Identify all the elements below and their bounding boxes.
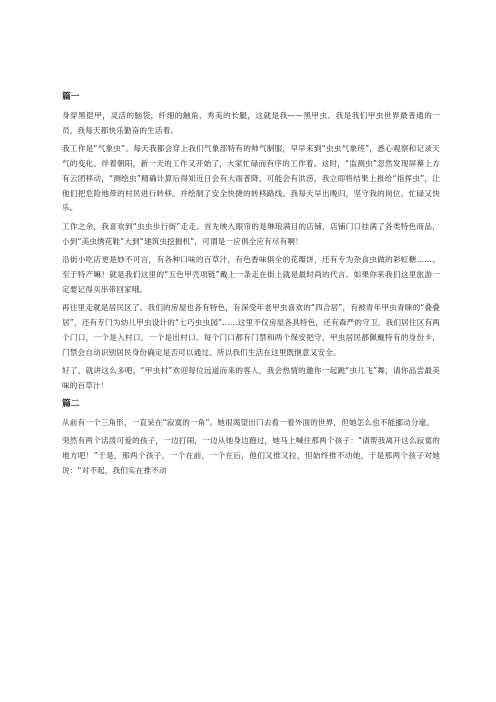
section-title: 篇一: [62, 92, 80, 102]
paragraph: 突然有两个活泼可爱的孩子，一边打闹，一边从她身边跑过，她马上喊住那两个孩子：“请帮我离开这么寂寞的地方吧！”于是，那两个孩子，一个在前，一个在后，他们又推又拉，但始终推不动她，于是那两个孩子对她说：“对不起，我们实在推不动: [62, 436, 440, 475]
paragraph: 再往里走就是居民区了。我们的房屋也各有特色，有深受年老甲虫喜欢的“四合居”，有被青年甲虫青睐的“叠叠居”，还有专门为幼儿甲虫设计的“七巧虫虫园”……这里不仅房屋各具特色，还有森严的守卫。我们居住区有两个门口，一个是入村口，一个是出村口。每个门口都有门禁和两个保安把守，甲虫居民都佩戴特有的身份卡，门禁会自动识别居民身份确定是否可以通过。所以我们生活在这里既惬意又安全。: [62, 303, 440, 357]
document-body: [62, 91, 440, 482]
paragraph: 身穿黑铠甲，灵活的脑袋，纤细的触角，秀美的长腿，这就是我——黑甲虫。我是我们甲虫世界最普通的一员，我每天都快乐勤奋的生活着。: [62, 111, 440, 135]
paragraph: 我工作是“气象虫”。每天我都会穿上我们气象部特有的帅气制服，早早来到“虫虫气象班”，悉心观察和记录天气的变化。伴着朝阳，新一天的工作又开始了，大家忙碌而有序的工作着。这时，“监测虫”忽然发现屏幕上方有云团移动，“测绘虫”精确计算后得知近日会有大雨普降，可能会有洪涝，我立即将结果上报给“指挥虫”，让他们把危险地带的村民进行转移。并绘制了安全快捷的转移路线。我每天早出晚归，坚守我的岗位，忙碌又快乐。: [62, 144, 440, 213]
section-title: 篇二: [62, 398, 80, 409]
paragraph: 好了，就讲这么多吧，“甲虫村”欢迎每位远道而来的客人，我会热情的邀你一起跳“虫儿飞”舞，请你品尝最美味的百草汁！: [62, 366, 440, 390]
section-2: [62, 398, 440, 479]
paragraph: 工作之余，我喜欢到“虫虫步行街”走走。首先映入眼帘的是琳琅满目的店铺，店铺门口挂满了各类特色商品，小到“美虫绣花鞋”大到“建筑虫挖掘机”，可谓是一应俱全应有尽有啊！: [62, 221, 440, 246]
paragraph: 从前有一个三角形，一直呆在“寂寞的一角”。她很渴望出门去看一看外面的世界，但她怎么也不能挪动分毫。: [62, 417, 435, 427]
section-1: [62, 91, 440, 394]
paragraph: 沿街小吃店更是妙不可言，有各种口味的百草汁，有色香味俱全的花瓣饼，还有专为杂食虫做的彩虹糖……。至于特产嘛！就是我们这里的“五色甲壳项链”戴上一条走在街上就是最时尚的代言。如果你来我们这里旅游一定要记得买串带回家哦。: [62, 255, 440, 294]
